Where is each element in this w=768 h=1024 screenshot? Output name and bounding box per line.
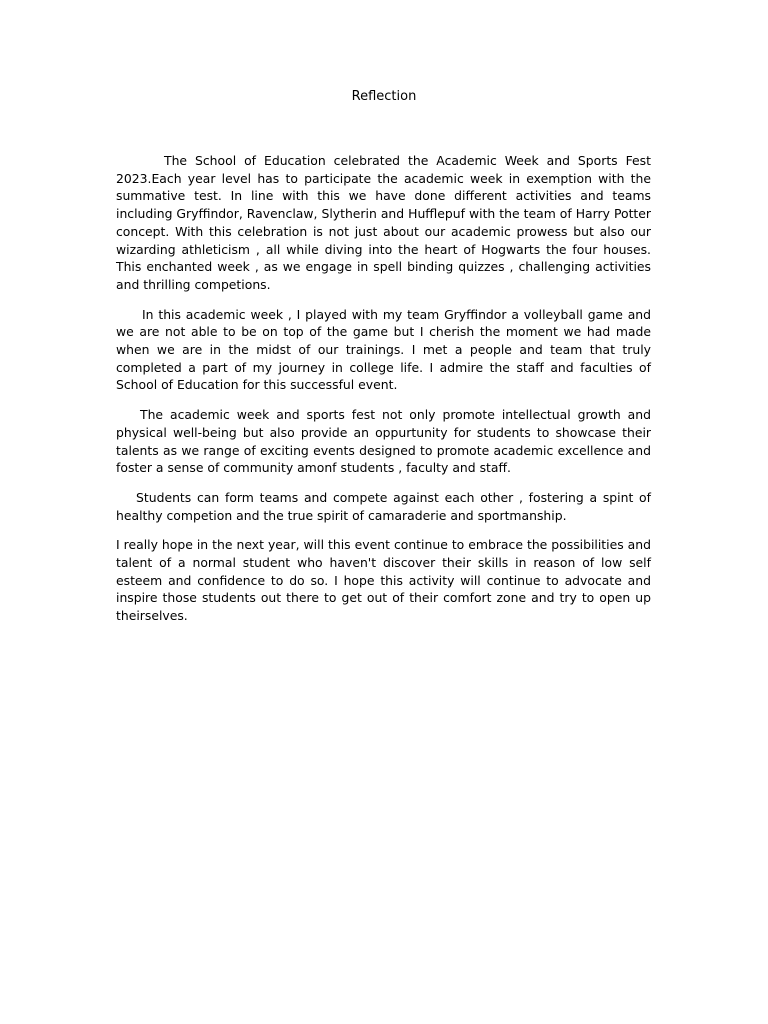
paragraph-5: I really hope in the next year, will this event continue to embrace the possibilities and talent of a normal student who haven't discover their skills in reason of low self esteem and confidence to do so. I hope this activity will continue to advocate and inspire those students out there to get out of their comfort zone and try to open up theirselves.	[116, 537, 651, 624]
paragraph-2: In this academic week , I played with my team Gryffindor a volleyball game and we are not able to be on top of the game but I cherish the moment we had made when we are in the midst of our trainings. I met a people and team that truly completed a part of my journey in college life. I admire the staff and faculties of School of Education for this successful event.	[116, 306, 651, 393]
paragraph-3: The academic week and sports fest not only promote intellectual growth and physical well-being but also provide an oppurtunity for students to showcase their talents as we range of exciting events designed to promote academic excellence and foster a sense of community amonf students , faculty and staff.	[116, 407, 651, 476]
paragraph-4: Students can form teams and compete against each other , fostering a spint of healthy competion and the true spirit of camaraderie and sportmanship.	[116, 489, 651, 523]
document-body	[116, 152, 651, 637]
document-title: Reflection	[351, 89, 417, 104]
paragraph-1: The School of Education celebrated the Academic Week and Sports Fest 2023.Each year level has to participate the academic week in exemption with the summative test. In line with this we have done different activities and teams including Gryffindor, Ravenclaw, Slytherin and Hufflepuf with the team of Harry Potter concept. With this celebration is not just about our academic prowess but also our wizarding athleticism , all while diving into the heart of Hogwarts the four houses. This enchanted week , as we engage in spell binding quizzes , challenging activities and thrilling competions.	[116, 153, 651, 292]
